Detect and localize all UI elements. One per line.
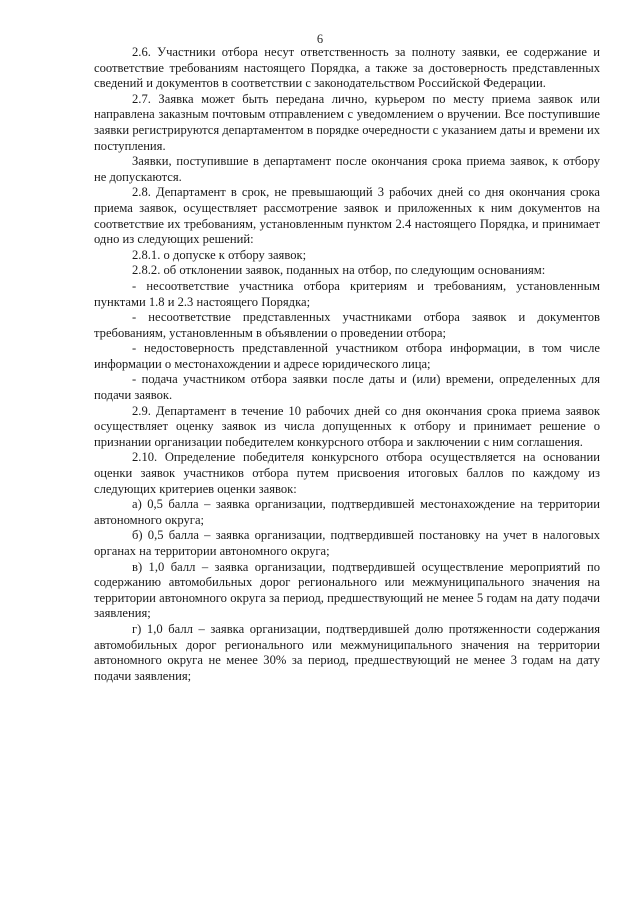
paragraph-2-8-1: 2.8.1. о допуске к отбору заявок;: [132, 247, 307, 262]
list-item-criteria-mismatch: - несоответствие участника отбора критериям и требованиям, установленным пунктами 1.8 и 2.3 настоящего Порядка;: [94, 278, 600, 309]
paragraph-2-8-2: 2.8.2. об отклонении заявок, поданных на отбор, по следующим основаниям:: [132, 263, 546, 278]
blank-area: [0, 768, 640, 905]
document-body: [94, 45, 600, 684]
paragraph-2-7: 2.7. Заявка может быть передана лично, курьером по месту приема заявок или направлена заказным почтовым отправлением с уведомлением о вручении. Все поступившие заявки регистрируются департаментом в порядке очередности с указанием даты и времени их поступления.: [94, 91, 600, 153]
page-number: 6: [316, 32, 324, 46]
paragraph-2-8: 2.8. Департамент в срок, не превышающий 3 рабочих дней со дня окончания срока приема заявок, осуществляет рассмотрение заявок и приложенных к ним документов на соответствие их требованиям, установленным пунктом 2.4 настоящего Порядка, и принимает одно из следующих решений:: [94, 185, 600, 247]
criterion-v: в) 1,0 балл – заявка организации, подтвердившей осуществление мероприятий по содержанию автомобильных дорог регионального или межмуниципального значения на территории автономного округа за период, предшествующий не менее 5 годам на дату подачи заявления;: [94, 559, 600, 621]
list-item-documents-mismatch: - несоответствие представленных участниками отбора заявок и документов требованиям, установленным в объявлении о проведении отбора;: [94, 310, 600, 340]
list-item-late-submission: - подача участником отбора заявки после даты и (или) времени, определенных для подачи заявок.: [94, 372, 600, 403]
criterion-a: а) 0,5 балла – заявка организации, подтвердившей местонахождение на территории автономного округа;: [94, 497, 600, 527]
paragraph-2-10: 2.10. Определение победителя конкурсного отбора осуществляется на основании оценки заявок участников отбора путем присвоения итоговых баллов по каждому из следующих критериев оценки заявок:: [94, 450, 600, 496]
list-item-false-information: - недостоверность представленной участником отбора информации, в том числе информации о местонахождении и адресе юридического лица;: [94, 341, 600, 371]
paragraph-late-applications: Заявки, поступившие в департамент после окончания срока приема заявок, к отбору не допускаются.: [94, 154, 600, 184]
paragraph-2-6: 2.6. Участники отбора несут ответственность за полноту заявки, ее содержание и соответствие требованиям настоящего Порядка, а также за достоверность представленных сведений и документов в соответствии с законодательством Российской Федерации.: [94, 45, 600, 91]
criterion-g: г) 1,0 балл – заявка организации, подтвердившей долю протяженности содержания автомобильных дорог регионального или межмуниципального значения на территории автономного округа не менее 30% за период, предшествующий не менее 3 годам на дату подачи заявления;: [94, 621, 600, 683]
paragraph-2-9: 2.9. Департамент в течение 10 рабочих дней со дня окончания срока приема заявок осуществляет оценку заявок из числа допущенных к отбору и принимает решение о признании организации победителем конкурсного отбора и заключении с ним соглашения.: [94, 403, 600, 449]
criterion-b: б) 0,5 балла – заявка организации, подтвердившей постановку на учет в налоговых органах на территории автономного округа;: [94, 528, 600, 558]
